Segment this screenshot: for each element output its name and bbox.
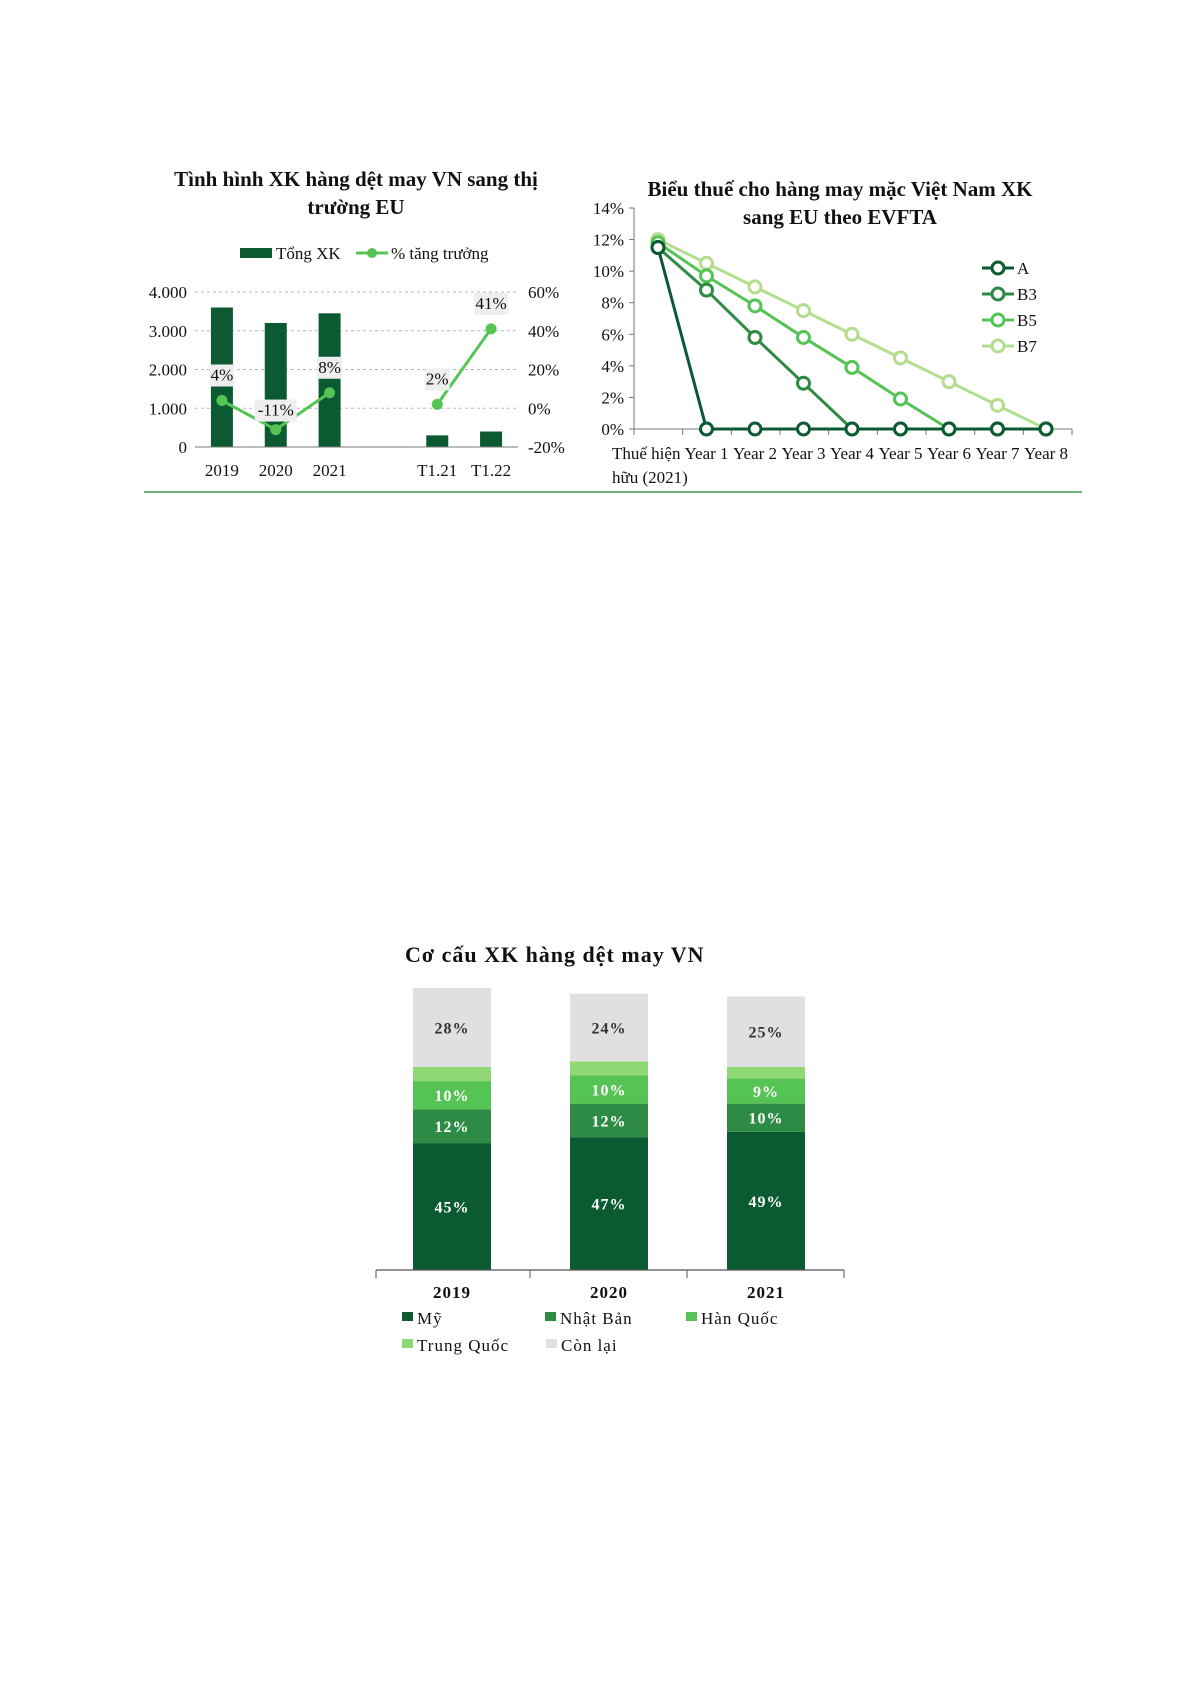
chart3-segment-label: 24%	[591, 1020, 627, 1038]
chart2-point	[749, 300, 761, 312]
chart2-point	[846, 328, 858, 340]
chart1-x-tick: T1.22	[471, 461, 512, 480]
chart2-x-tick: Year 2	[732, 444, 778, 463]
legend-swatch-tong-xk	[240, 248, 272, 258]
chart2-point	[846, 423, 858, 435]
chart2-point	[943, 423, 955, 435]
chart1-growth-label: 41%	[475, 293, 507, 313]
chart3-segment-label: 9%	[753, 1083, 779, 1101]
chart3-segment-label: 10%	[591, 1082, 627, 1100]
chart3-segment-label: 49%	[748, 1193, 784, 1211]
chart3-title: Cơ cấu XK hàng dệt may VN	[405, 942, 705, 967]
chart3-legend-label: Còn lại	[561, 1336, 618, 1355]
chart1-right-tick: 0%	[528, 399, 551, 419]
chart1-x-tick: 2021	[312, 461, 347, 480]
chart1-x-tick: 2020	[258, 461, 293, 480]
chart1-growth-point	[432, 399, 443, 410]
chart2-x-tick: Year 7	[975, 444, 1020, 463]
chart3-legend-swatch	[686, 1312, 697, 1321]
chart2-point	[749, 281, 761, 293]
chart3-segment-label: 10%	[748, 1110, 784, 1128]
chart1-x-tick: T1.21	[417, 461, 458, 480]
chart2-legend-label: B7	[1017, 337, 1037, 356]
chart2-x-tick: Year 6	[926, 444, 972, 463]
chart3-segment-label: 10%	[434, 1088, 470, 1106]
chart2-y-tick: 12%	[592, 230, 624, 250]
chart1-bar	[426, 435, 448, 447]
chart2-point	[798, 305, 810, 317]
chart3-legend	[402, 1309, 778, 1355]
chart2-point	[749, 423, 761, 435]
chart2-x-tick: Year 3	[781, 444, 826, 463]
chart3-legend-label: Hàn Quốc	[701, 1309, 779, 1328]
legend-marker-growth	[367, 248, 377, 258]
export-structure-chart	[376, 942, 844, 1355]
chart1-title-line1: Tình hình XK hàng dệt may VN sang thị	[174, 167, 538, 191]
chart2-point	[895, 352, 907, 364]
chart2-point	[895, 393, 907, 405]
chart2-point	[992, 423, 1004, 435]
chart3-x-tick: 2019	[433, 1283, 471, 1302]
chart2-x-tick: Year 8	[1023, 444, 1069, 463]
chart1-growth-label: 2%	[425, 369, 449, 389]
chart3-segment	[570, 1061, 648, 1075]
chart2-point	[798, 423, 810, 435]
chart1-title-line2: trường EU	[307, 195, 405, 219]
chart1-growth-label: -11%	[257, 400, 294, 420]
chart2-point	[895, 423, 907, 435]
chart2-point	[701, 257, 713, 269]
chart3-legend-swatch	[402, 1339, 413, 1348]
chart2-y-tick: 14%	[592, 199, 624, 218]
chart1-legend	[240, 244, 489, 263]
chart2-legend-label: A	[1017, 259, 1030, 278]
chart3-legend-label: Nhật Bản	[560, 1309, 633, 1328]
chart2-point	[652, 241, 664, 253]
chart2-title-line2: sang EU theo EVFTA	[743, 205, 937, 229]
chart1-growth-point	[270, 424, 281, 435]
chart3-legend-label: Trung Quốc	[417, 1336, 510, 1355]
chart2-point	[1040, 423, 1052, 435]
chart3-x-tick: 2021	[747, 1283, 785, 1302]
chart2-point	[701, 423, 713, 435]
chart1-right-tick: 60%	[528, 283, 560, 302]
chart1-right-tick: 20%	[528, 360, 560, 380]
chart2-y-tick: 6%	[601, 325, 624, 345]
chart1-bar	[319, 313, 341, 447]
legend-label-tong-xk: Tổng XK	[276, 244, 341, 263]
chart2-point	[701, 284, 713, 296]
chart1-bar	[480, 432, 502, 448]
chart2-y-tick: 0%	[601, 420, 624, 439]
chart1-right-tick: 40%	[528, 321, 560, 341]
chart1-growth-point	[486, 323, 497, 334]
chart1-left-tick: 1.000	[148, 399, 187, 419]
chart2-x-tick: Year 1	[684, 444, 729, 463]
chart2-point	[701, 270, 713, 282]
chart1-left-tick: 0	[178, 438, 187, 457]
chart2-point	[943, 376, 955, 388]
chart2-legend-marker	[992, 262, 1004, 274]
chart2-legend-marker	[992, 340, 1004, 352]
chart1-left-tick: 4.000	[148, 283, 187, 302]
chart3-legend-swatch	[545, 1312, 556, 1321]
chart2-y-tick: 10%	[592, 262, 624, 282]
chart1-growth-point	[324, 387, 335, 398]
chart3-legend-swatch	[402, 1312, 413, 1321]
chart3-segment-label: 45%	[434, 1199, 470, 1217]
chart1-left-tick: 2.000	[148, 360, 187, 380]
chart1-growth-line	[209, 293, 507, 435]
chart2-legend-marker	[992, 288, 1004, 300]
chart2-point	[798, 377, 810, 389]
chart1-x-tick: 2019	[204, 461, 239, 480]
chart2-point	[749, 331, 761, 343]
chart2-x-tick: Thuế hiện	[612, 444, 681, 463]
chart1-left-tick: 3.000	[148, 321, 187, 341]
eu-export-chart	[149, 167, 565, 480]
chart1-growth-label: 4%	[210, 365, 234, 385]
chart2-point	[846, 361, 858, 373]
chart2-point	[798, 331, 810, 343]
chart2-point	[992, 399, 1004, 411]
chart3-segment-label: 12%	[434, 1119, 470, 1137]
chart3-legend-label: Mỹ	[417, 1309, 443, 1328]
chart2-y-tick: 8%	[601, 293, 624, 313]
chart3-segment-label: 12%	[591, 1113, 627, 1131]
chart3-axes	[376, 1270, 844, 1302]
chart1-gridlines	[195, 292, 518, 408]
evfta-tariff-chart	[593, 177, 1072, 487]
chart1-right-tick: -20%	[528, 438, 565, 457]
chart3-legend-swatch	[546, 1339, 557, 1348]
chart2-y-tick: 4%	[601, 356, 624, 376]
chart3-stacked-bars	[413, 988, 805, 1270]
chart1-growth-label: 8%	[318, 357, 341, 377]
chart2-x-tick: hữu (2021)	[612, 468, 688, 487]
chart3-segment-label: 28%	[434, 1020, 470, 1038]
chart2-legend-label: B3	[1017, 285, 1037, 304]
legend-label-growth: % tăng trưởng	[391, 244, 489, 263]
chart3-x-tick: 2020	[590, 1283, 628, 1302]
chart3-segment	[413, 1067, 491, 1081]
chart3-segment-label: 47%	[591, 1196, 627, 1214]
chart2-title-line1: Biểu thuế cho hàng may mặc Việt Nam XK	[647, 177, 1033, 201]
chart2-legend-label: B5	[1017, 311, 1037, 330]
chart3-segment	[727, 1067, 805, 1078]
chart2-x-tick: Year 4	[829, 444, 875, 463]
chart1-growth-point	[216, 395, 227, 406]
chart1-growth-segment	[437, 329, 491, 405]
chart2-legend	[982, 259, 1037, 356]
chart2-x-tick: Year 5	[878, 444, 923, 463]
chart3-segment-label: 25%	[748, 1024, 784, 1042]
chart2-y-tick: 2%	[601, 388, 624, 408]
chart2-legend-marker	[992, 314, 1004, 326]
